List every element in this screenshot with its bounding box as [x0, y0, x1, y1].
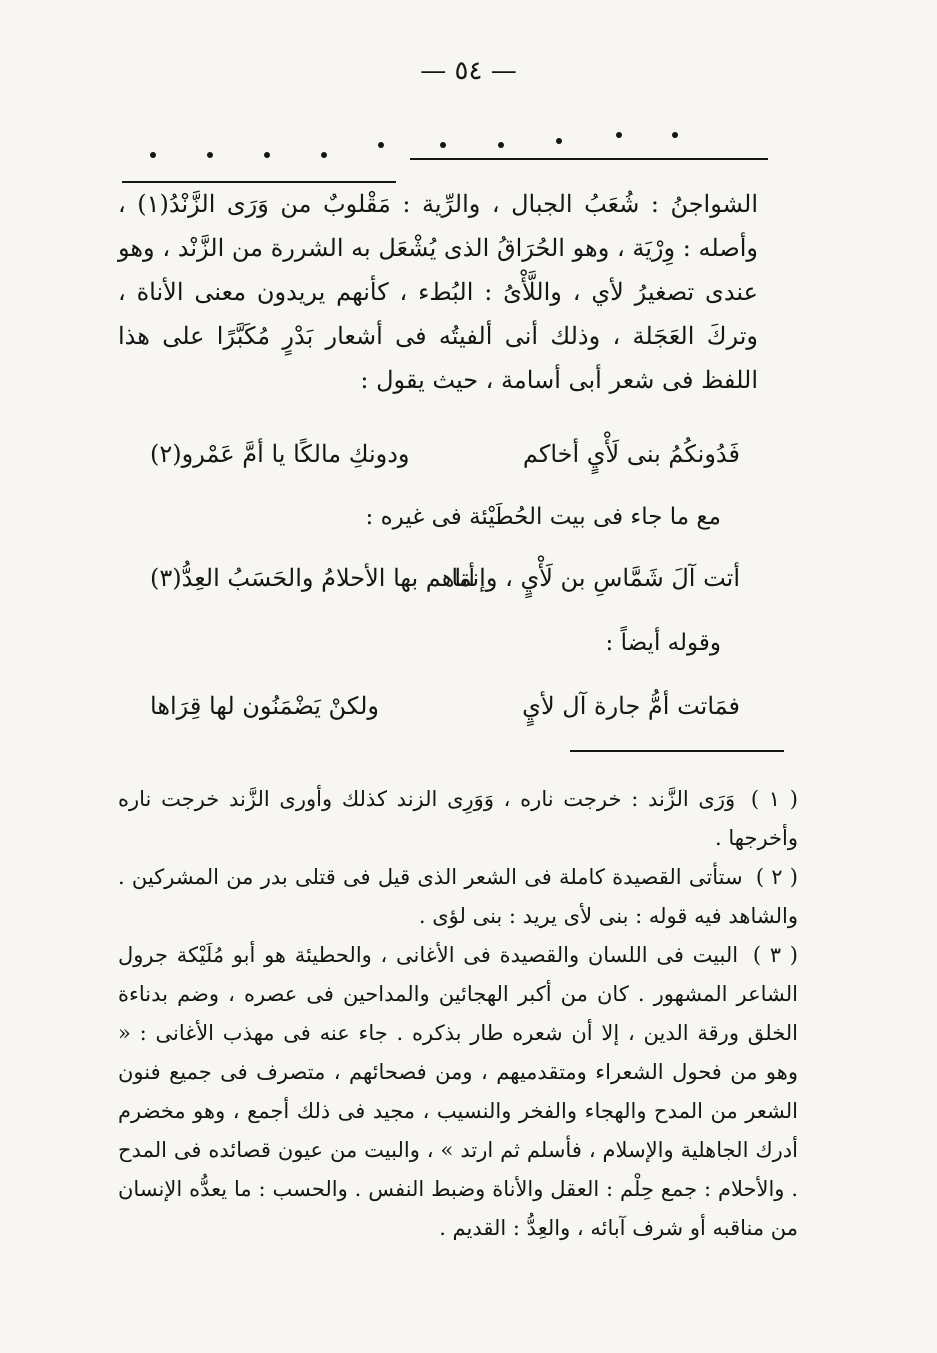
ornament-dot — [672, 132, 678, 138]
also-intro: وقوله أيضاً : — [605, 630, 721, 656]
ornament-dot — [321, 152, 327, 158]
verse-first-hemistich: أتت آلَ شَمَّاسِ بن لَأْيٍ ، وإنما — [451, 564, 740, 592]
footnote-text: وَرَى الزَّند : خرجت ناره ، وَوَرِى الزند كذلك وأورى الزَّند خرجت ناره وأخرجها . — [118, 787, 798, 850]
ornament-dot — [556, 138, 562, 144]
verse-1 — [150, 440, 740, 480]
verse-first-hemistich: فمَاتت أمُّ جارة آل لأيٍ — [522, 692, 740, 720]
hutaya-intro: مع ما جاء فى بيت الحُطَيْئة فى غيره : — [365, 504, 721, 530]
ornament-dot — [616, 132, 622, 138]
footnote-text: البيت فى اللسان والقصيدة فى الأغانى ، والحطيئة هو أبو مُلَيْكة جرول الشاعر المشهور . كان من أكبر الهجائين والمداحين فى عصره ، وضم بدناءة الخلق ورقة الدين ، إلا أن شعره طار بذكره . جاء عنه فى مهذب الأغانى : « وهو من فحول الشعراء ومتقدميهم ، ومن فصحائهم ، متصرف فى جميع فنون الشعر من المدح والهجاء والفخر والنسيب ، مجيد فى ذلك أجمع ، وهو مخضرم أدرك الجاهلية والإسلام ، فأسلم ثم ارتد » ، والبيت من عيون قصائده فى المدح . والأحلام : جمع حِلْم : العقل والأناة وضبط النفس . والحسب : ما يعدُّه الإنسان من مناقبه أو شرف آبائه ، والعِدُّ : القديم . — [118, 943, 798, 1240]
footnote-text: ستأتى القصيدة كاملة فى الشعر الذى قيل فى قتلى بدر من المشركين . والشاهد فيه قوله : بنى لأى يريد : بنى لؤى . — [118, 865, 798, 928]
verse-3 — [150, 692, 740, 732]
ornament-dot — [150, 152, 156, 158]
ornament-dot — [378, 142, 384, 148]
verse-second-hemistich: أتاهم بها الأحلامُ والحَسَبُ العِدُّ(٣) — [150, 564, 476, 592]
footnote-number: ( ١ ) — [750, 787, 798, 811]
verse-first-hemistich: فَدُونكُمُ بنى لَأْيٍ أخاكم — [522, 440, 740, 468]
main-paragraph — [118, 182, 758, 402]
footnote-number: ( ٣ ) — [752, 943, 798, 967]
page-number: — ٥٤ — — [420, 56, 517, 86]
footnote-2 — [118, 858, 798, 936]
verse-second-hemistich: ولكنْ يَضْمَنُون لها قِرَاها — [150, 692, 379, 720]
footnote-3 — [118, 936, 798, 1248]
ornament-dot — [264, 152, 270, 158]
footnotes — [118, 780, 798, 1248]
verse-2 — [150, 564, 740, 604]
footnote-number: ( ٢ ) — [755, 865, 798, 889]
footnote-separator — [570, 750, 784, 752]
ornament-dot — [440, 142, 446, 148]
ornament-dot — [207, 152, 213, 158]
top-rule-right — [410, 158, 768, 160]
verse-second-hemistich: ودونكِ مالكًا يا أمَّ عَمْرو(٢) — [150, 440, 410, 468]
footnote-1 — [118, 780, 798, 858]
paragraph-text: الشواجنُ : شُعَبُ الجبال ، والرِّية : مَقْلوبٌ من وَرَى الزَّنْدُ(١) ، وأصله : وِرْيَة ، وهو الحُرَاقُ الذى يُشْعَل به الشررة من الزَّنْد ، وهو عندى تصغيرُ لأي ، واللَّأْىُ : البُطء ، كأنهم يريدون معنى الأناة ، وتركَ العَجَلة ، وذلك أنى ألفيتُه فى أشعار بَدْرٍ مُكَبَّرًا على هذا اللفظ فى شعر أبى أسامة ، حيث يقول : — [118, 190, 758, 394]
ornament-dot — [498, 142, 504, 148]
